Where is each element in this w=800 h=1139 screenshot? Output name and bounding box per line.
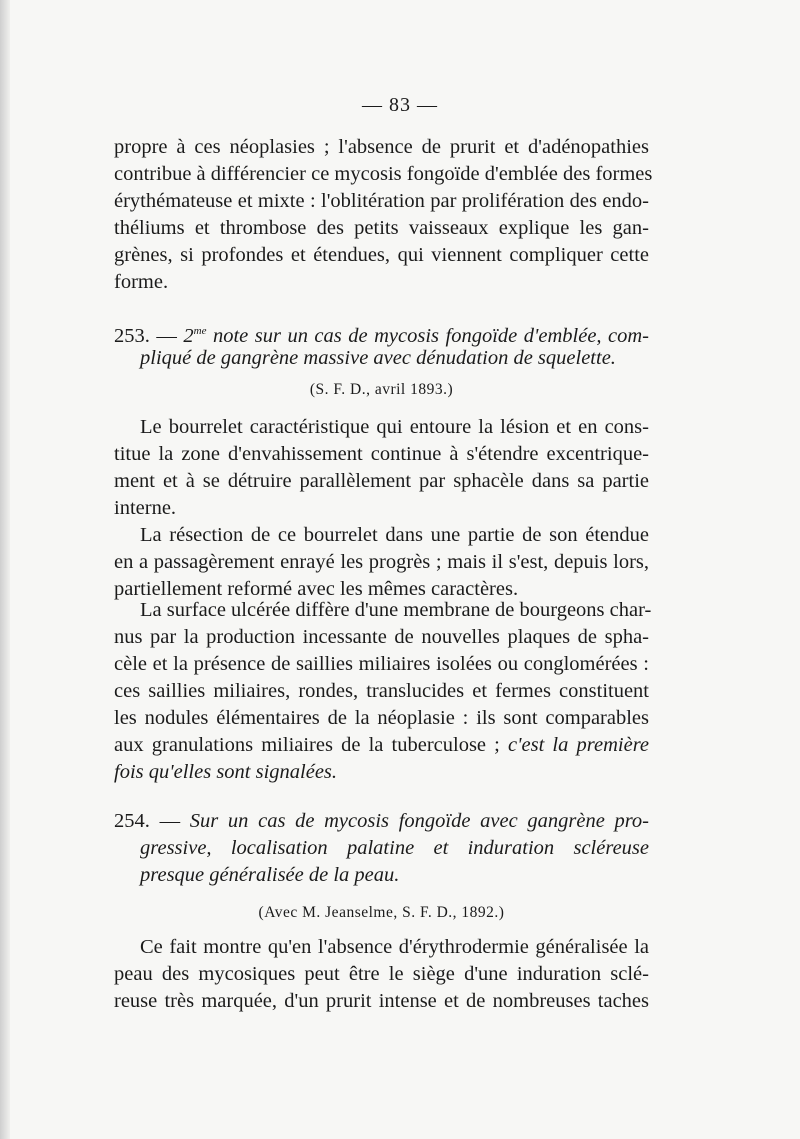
text-line: nus par la production incessante de nouvelles plaques de spha- <box>114 626 649 648</box>
text-line: ces saillies miliaires, rondes, translucides et fermes constituent <box>114 680 649 702</box>
text-line: cèle et la présence de saillies miliaires isolées ou conglomérées : <box>114 653 649 675</box>
entry-ordinal-sup: me <box>193 325 207 337</box>
entry-number: 254. <box>114 810 150 832</box>
page-number: — 83 — <box>362 94 438 116</box>
entry-253-heading <box>114 318 649 402</box>
text-line: La surface ulcérée diffère d'une membrane de bourgeons char- <box>140 599 652 621</box>
text-line: Ce fait montre qu'en l'absence d'érythrodermie généralisée la <box>140 936 649 958</box>
entry-source: (Avec M. Jeanselme, S. F. D., 1892.) <box>258 904 505 921</box>
text-line: les nodules élémentaires de la néoplasie : ils sont comparables <box>114 707 649 729</box>
text-line: partiellement reformé avec les mêmes caractères. <box>114 578 519 600</box>
text-line: reuse très marquée, d'un prurit intense et de nombreuses taches <box>114 990 649 1012</box>
text-line: interne. <box>114 497 177 519</box>
paragraph-4 <box>114 597 652 786</box>
text-line: forme. <box>114 271 169 293</box>
text-line-italic: fois qu'elles sont signalées. <box>114 761 338 783</box>
entry-title-continued: gressive, localisation palatine et induration scléreuse <box>140 837 649 859</box>
entry-dash: — <box>159 810 181 832</box>
entry-title-continued: presque généralisée de la peau. <box>140 864 400 886</box>
text-italic: c'est la première <box>508 734 650 756</box>
text-line: en a passagèrement enrayé les progrès ; mais il s'est, depuis lors, <box>114 551 649 573</box>
entry-title-continued: pliqué de gangrène massive avec dénudation de squelette. <box>140 347 616 369</box>
entry-source: (S. F. D., avril 1893.) <box>309 381 454 398</box>
scan-edge-shadow <box>0 0 10 1139</box>
text-line <box>114 732 649 759</box>
entry-title: note sur un cas de mycosis fongoïde d'emblée, com- <box>212 324 650 347</box>
entry-ordinal: 2 <box>183 324 194 347</box>
text-roman: aux granulations miliaires de la tuberculose ; <box>114 734 500 756</box>
paragraph-1 <box>114 134 653 296</box>
paragraph-2 <box>114 414 649 522</box>
text-line: Le bourrelet caractéristique qui entoure la lésion et en cons- <box>140 416 649 438</box>
entry-number: 253. <box>114 324 150 347</box>
text-line: propre à ces néoplasies ; l'absence de prurit et d'adénopathies <box>114 136 649 158</box>
entry-title: Sur un cas de mycosis fongoïde avec gangrène pro- <box>189 810 650 832</box>
text-line: peau des mycosiques peut être le siège d'une induration sclé- <box>114 963 649 985</box>
text-line: grènes, si profondes et étendues, qui viennent compliquer cette <box>114 244 649 266</box>
entry-254-heading <box>114 808 649 925</box>
text-line: La résection de ce bourrelet dans une partie de son étendue <box>140 524 649 546</box>
paragraph-3 <box>114 522 649 603</box>
text-line: théliums et thrombose des petits vaisseaux explique les gan- <box>114 217 649 239</box>
paragraph-5 <box>114 934 649 1015</box>
text-line: ment et à se détruire parallèlement par sphacèle dans sa partie <box>114 470 649 492</box>
text-line: érythémateuse et mixte : l'oblitération par prolifération des endo- <box>114 190 649 212</box>
text-line: contribue à différencier ce mycosis fongoïde d'emblée des formes <box>114 163 653 185</box>
text-line: titue la zone d'envahissement continue à s'étendre excentrique- <box>114 443 649 465</box>
entry-dash: — <box>156 324 177 347</box>
